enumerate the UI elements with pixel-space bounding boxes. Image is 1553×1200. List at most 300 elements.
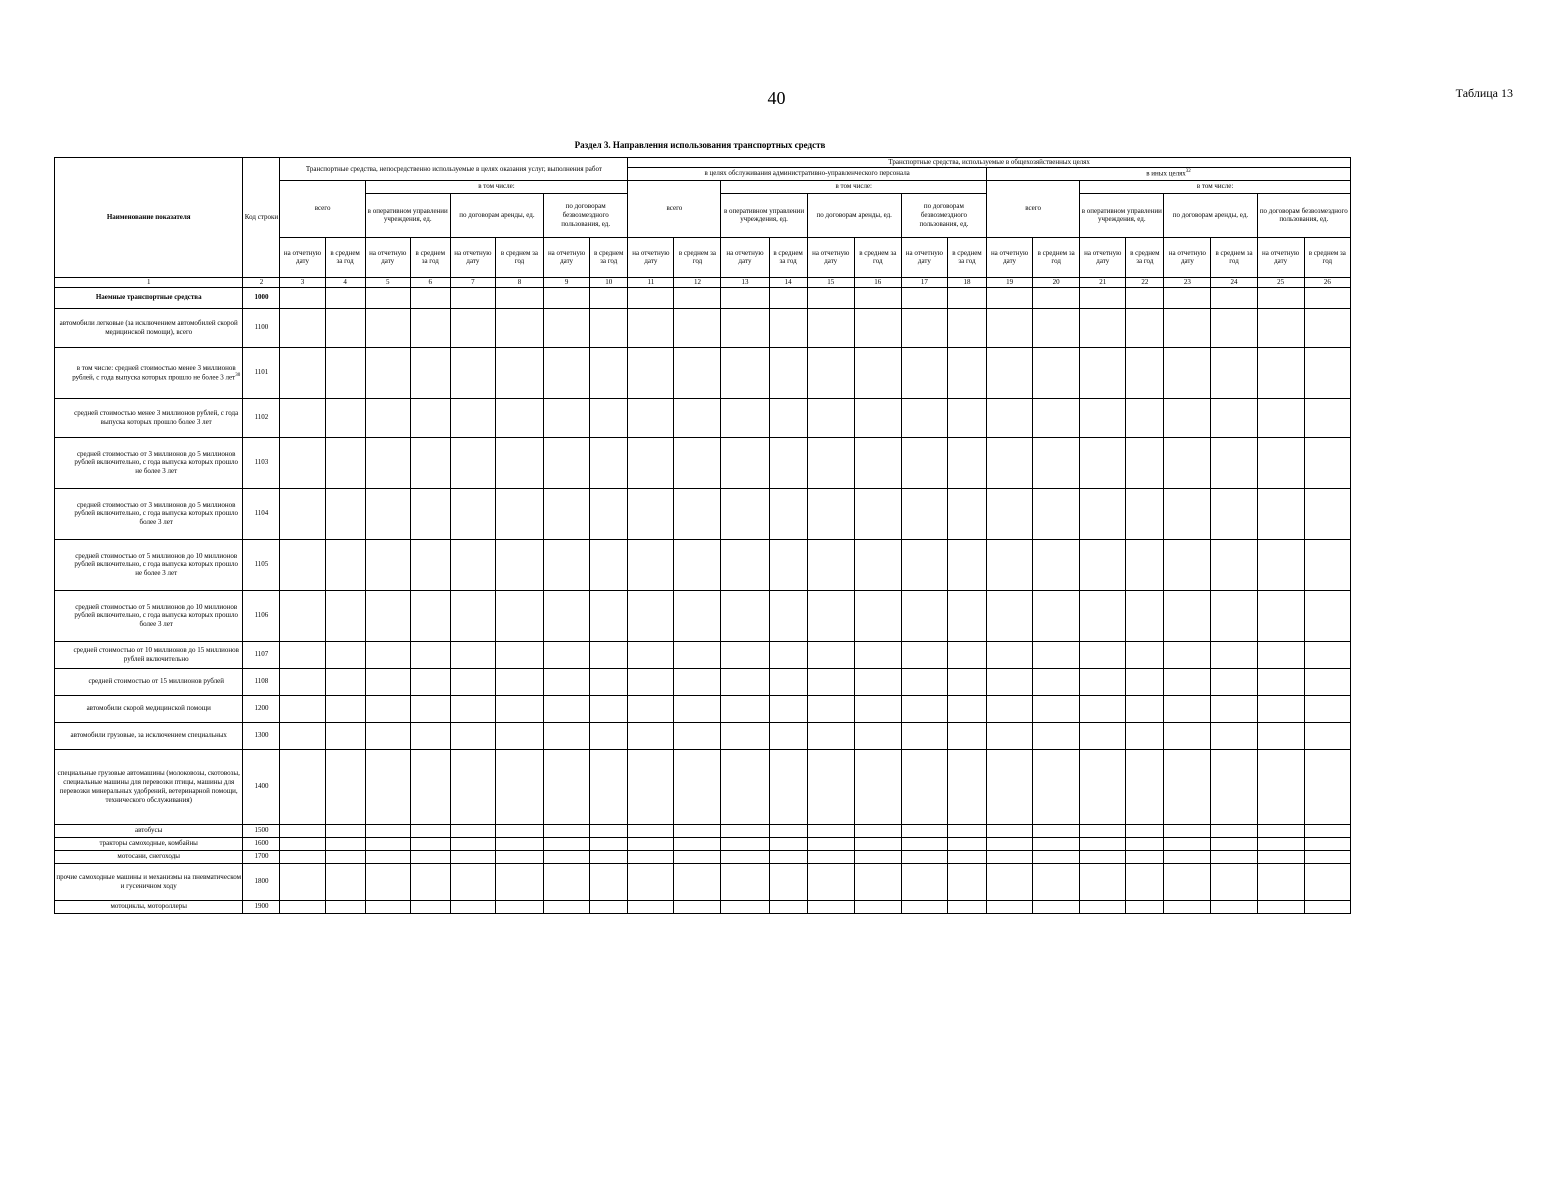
value-cell[interactable] (1304, 308, 1350, 347)
value-cell[interactable] (495, 287, 543, 308)
value-cell[interactable] (628, 539, 674, 590)
value-cell[interactable] (280, 837, 325, 850)
value-cell[interactable] (987, 722, 1033, 749)
value-cell[interactable] (1033, 590, 1080, 641)
value-cell[interactable] (1257, 641, 1304, 668)
value-cell[interactable] (544, 398, 590, 437)
value-cell[interactable] (1211, 695, 1257, 722)
value-cell[interactable] (901, 668, 947, 695)
value-cell[interactable] (721, 837, 769, 850)
value-cell[interactable] (365, 863, 410, 900)
value-cell[interactable] (450, 824, 495, 837)
value-cell[interactable] (947, 437, 986, 488)
value-cell[interactable] (1211, 539, 1257, 590)
value-cell[interactable] (1257, 863, 1304, 900)
value-cell[interactable] (1304, 590, 1350, 641)
value-cell[interactable] (544, 641, 590, 668)
value-cell[interactable] (450, 539, 495, 590)
value-cell[interactable] (674, 488, 721, 539)
value-cell[interactable] (674, 863, 721, 900)
value-cell[interactable] (280, 287, 325, 308)
value-cell[interactable] (1164, 695, 1211, 722)
value-cell[interactable] (721, 850, 769, 863)
value-cell[interactable] (807, 722, 854, 749)
value-cell[interactable] (1126, 863, 1164, 900)
value-cell[interactable] (410, 308, 450, 347)
value-cell[interactable] (1033, 749, 1080, 824)
value-cell[interactable] (769, 347, 807, 398)
value-cell[interactable] (854, 722, 901, 749)
value-cell[interactable] (1164, 668, 1211, 695)
value-cell[interactable] (280, 590, 325, 641)
value-cell[interactable] (544, 837, 590, 850)
value-cell[interactable] (1033, 837, 1080, 850)
value-cell[interactable] (1257, 695, 1304, 722)
value-cell[interactable] (769, 837, 807, 850)
value-cell[interactable] (495, 722, 543, 749)
value-cell[interactable] (365, 488, 410, 539)
value-cell[interactable] (495, 641, 543, 668)
value-cell[interactable] (854, 900, 901, 913)
value-cell[interactable] (1126, 641, 1164, 668)
value-cell[interactable] (325, 722, 365, 749)
value-cell[interactable] (721, 398, 769, 437)
value-cell[interactable] (854, 437, 901, 488)
value-cell[interactable] (674, 539, 721, 590)
value-cell[interactable] (1211, 863, 1257, 900)
value-cell[interactable] (450, 398, 495, 437)
value-cell[interactable] (590, 722, 628, 749)
value-cell[interactable] (590, 863, 628, 900)
value-cell[interactable] (410, 863, 450, 900)
value-cell[interactable] (769, 488, 807, 539)
value-cell[interactable] (365, 347, 410, 398)
value-cell[interactable] (674, 668, 721, 695)
value-cell[interactable] (1080, 837, 1126, 850)
value-cell[interactable] (1211, 837, 1257, 850)
value-cell[interactable] (901, 900, 947, 913)
value-cell[interactable] (1033, 722, 1080, 749)
value-cell[interactable] (1126, 722, 1164, 749)
value-cell[interactable] (1211, 590, 1257, 641)
value-cell[interactable] (1126, 287, 1164, 308)
value-cell[interactable] (807, 347, 854, 398)
value-cell[interactable] (947, 590, 986, 641)
value-cell[interactable] (674, 308, 721, 347)
value-cell[interactable] (769, 863, 807, 900)
value-cell[interactable] (947, 695, 986, 722)
value-cell[interactable] (590, 437, 628, 488)
value-cell[interactable] (325, 749, 365, 824)
value-cell[interactable] (280, 488, 325, 539)
value-cell[interactable] (495, 850, 543, 863)
value-cell[interactable] (721, 668, 769, 695)
value-cell[interactable] (987, 749, 1033, 824)
value-cell[interactable] (1080, 488, 1126, 539)
value-cell[interactable] (1304, 539, 1350, 590)
value-cell[interactable] (590, 287, 628, 308)
value-cell[interactable] (674, 287, 721, 308)
value-cell[interactable] (1080, 900, 1126, 913)
value-cell[interactable] (325, 590, 365, 641)
value-cell[interactable] (1257, 488, 1304, 539)
value-cell[interactable] (987, 308, 1033, 347)
value-cell[interactable] (628, 900, 674, 913)
value-cell[interactable] (987, 695, 1033, 722)
value-cell[interactable] (901, 722, 947, 749)
value-cell[interactable] (450, 837, 495, 850)
value-cell[interactable] (495, 437, 543, 488)
value-cell[interactable] (410, 287, 450, 308)
value-cell[interactable] (590, 824, 628, 837)
value-cell[interactable] (721, 437, 769, 488)
value-cell[interactable] (1080, 850, 1126, 863)
value-cell[interactable] (1080, 347, 1126, 398)
value-cell[interactable] (901, 641, 947, 668)
value-cell[interactable] (544, 437, 590, 488)
value-cell[interactable] (450, 749, 495, 824)
value-cell[interactable] (365, 539, 410, 590)
value-cell[interactable] (365, 695, 410, 722)
value-cell[interactable] (721, 900, 769, 913)
value-cell[interactable] (901, 287, 947, 308)
value-cell[interactable] (807, 437, 854, 488)
value-cell[interactable] (947, 722, 986, 749)
value-cell[interactable] (807, 488, 854, 539)
value-cell[interactable] (807, 863, 854, 900)
value-cell[interactable] (721, 488, 769, 539)
value-cell[interactable] (901, 850, 947, 863)
value-cell[interactable] (365, 287, 410, 308)
value-cell[interactable] (495, 488, 543, 539)
value-cell[interactable] (987, 837, 1033, 850)
value-cell[interactable] (947, 488, 986, 539)
value-cell[interactable] (769, 308, 807, 347)
value-cell[interactable] (1080, 308, 1126, 347)
value-cell[interactable] (628, 308, 674, 347)
value-cell[interactable] (947, 668, 986, 695)
value-cell[interactable] (901, 837, 947, 850)
value-cell[interactable] (1033, 437, 1080, 488)
value-cell[interactable] (769, 749, 807, 824)
value-cell[interactable] (450, 668, 495, 695)
value-cell[interactable] (628, 749, 674, 824)
value-cell[interactable] (1304, 695, 1350, 722)
value-cell[interactable] (947, 308, 986, 347)
value-cell[interactable] (365, 837, 410, 850)
value-cell[interactable] (1257, 668, 1304, 695)
value-cell[interactable] (1304, 900, 1350, 913)
value-cell[interactable] (1211, 308, 1257, 347)
value-cell[interactable] (1304, 863, 1350, 900)
value-cell[interactable] (590, 749, 628, 824)
value-cell[interactable] (987, 850, 1033, 863)
value-cell[interactable] (1211, 287, 1257, 308)
value-cell[interactable] (1211, 900, 1257, 913)
value-cell[interactable] (769, 398, 807, 437)
value-cell[interactable] (1080, 863, 1126, 900)
value-cell[interactable] (325, 287, 365, 308)
value-cell[interactable] (854, 668, 901, 695)
value-cell[interactable] (544, 308, 590, 347)
value-cell[interactable] (1257, 590, 1304, 641)
value-cell[interactable] (280, 850, 325, 863)
value-cell[interactable] (1211, 824, 1257, 837)
value-cell[interactable] (1080, 437, 1126, 488)
value-cell[interactable] (987, 824, 1033, 837)
value-cell[interactable] (495, 539, 543, 590)
value-cell[interactable] (495, 749, 543, 824)
value-cell[interactable] (410, 539, 450, 590)
value-cell[interactable] (325, 398, 365, 437)
value-cell[interactable] (721, 539, 769, 590)
value-cell[interactable] (1033, 863, 1080, 900)
value-cell[interactable] (1126, 749, 1164, 824)
value-cell[interactable] (1033, 824, 1080, 837)
value-cell[interactable] (1304, 824, 1350, 837)
value-cell[interactable] (854, 695, 901, 722)
value-cell[interactable] (590, 837, 628, 850)
value-cell[interactable] (674, 398, 721, 437)
value-cell[interactable] (674, 837, 721, 850)
value-cell[interactable] (807, 850, 854, 863)
value-cell[interactable] (325, 539, 365, 590)
value-cell[interactable] (628, 668, 674, 695)
value-cell[interactable] (495, 590, 543, 641)
value-cell[interactable] (1080, 722, 1126, 749)
value-cell[interactable] (450, 308, 495, 347)
value-cell[interactable] (1164, 850, 1211, 863)
value-cell[interactable] (1211, 347, 1257, 398)
value-cell[interactable] (854, 287, 901, 308)
value-cell[interactable] (901, 488, 947, 539)
value-cell[interactable] (365, 749, 410, 824)
value-cell[interactable] (769, 824, 807, 837)
value-cell[interactable] (947, 641, 986, 668)
value-cell[interactable] (769, 900, 807, 913)
value-cell[interactable] (769, 539, 807, 590)
value-cell[interactable] (450, 695, 495, 722)
value-cell[interactable] (1080, 590, 1126, 641)
value-cell[interactable] (721, 308, 769, 347)
value-cell[interactable] (1080, 824, 1126, 837)
value-cell[interactable] (410, 488, 450, 539)
value-cell[interactable] (365, 437, 410, 488)
value-cell[interactable] (544, 668, 590, 695)
value-cell[interactable] (325, 347, 365, 398)
value-cell[interactable] (1126, 837, 1164, 850)
value-cell[interactable] (854, 641, 901, 668)
value-cell[interactable] (495, 308, 543, 347)
value-cell[interactable] (901, 539, 947, 590)
value-cell[interactable] (590, 695, 628, 722)
value-cell[interactable] (280, 749, 325, 824)
value-cell[interactable] (325, 668, 365, 695)
value-cell[interactable] (450, 900, 495, 913)
value-cell[interactable] (987, 641, 1033, 668)
value-cell[interactable] (495, 347, 543, 398)
value-cell[interactable] (1257, 900, 1304, 913)
value-cell[interactable] (769, 668, 807, 695)
value-cell[interactable] (280, 398, 325, 437)
value-cell[interactable] (1164, 308, 1211, 347)
value-cell[interactable] (365, 398, 410, 437)
value-cell[interactable] (410, 695, 450, 722)
value-cell[interactable] (1126, 590, 1164, 641)
value-cell[interactable] (1126, 824, 1164, 837)
value-cell[interactable] (544, 722, 590, 749)
value-cell[interactable] (674, 850, 721, 863)
value-cell[interactable] (365, 722, 410, 749)
value-cell[interactable] (947, 749, 986, 824)
value-cell[interactable] (325, 863, 365, 900)
value-cell[interactable] (901, 863, 947, 900)
value-cell[interactable] (628, 641, 674, 668)
value-cell[interactable] (325, 824, 365, 837)
value-cell[interactable] (1080, 695, 1126, 722)
value-cell[interactable] (280, 722, 325, 749)
value-cell[interactable] (325, 437, 365, 488)
value-cell[interactable] (1257, 850, 1304, 863)
value-cell[interactable] (901, 749, 947, 824)
value-cell[interactable] (410, 837, 450, 850)
value-cell[interactable] (721, 347, 769, 398)
value-cell[interactable] (590, 668, 628, 695)
value-cell[interactable] (1304, 668, 1350, 695)
value-cell[interactable] (410, 641, 450, 668)
value-cell[interactable] (1211, 437, 1257, 488)
value-cell[interactable] (590, 850, 628, 863)
value-cell[interactable] (1257, 749, 1304, 824)
value-cell[interactable] (1211, 398, 1257, 437)
value-cell[interactable] (495, 695, 543, 722)
value-cell[interactable] (1164, 722, 1211, 749)
value-cell[interactable] (628, 722, 674, 749)
value-cell[interactable] (1080, 641, 1126, 668)
value-cell[interactable] (1164, 863, 1211, 900)
value-cell[interactable] (1304, 850, 1350, 863)
value-cell[interactable] (1164, 590, 1211, 641)
value-cell[interactable] (901, 590, 947, 641)
value-cell[interactable] (1033, 641, 1080, 668)
value-cell[interactable] (1164, 437, 1211, 488)
value-cell[interactable] (410, 437, 450, 488)
value-cell[interactable] (280, 641, 325, 668)
value-cell[interactable] (987, 437, 1033, 488)
value-cell[interactable] (947, 863, 986, 900)
value-cell[interactable] (807, 837, 854, 850)
value-cell[interactable] (807, 308, 854, 347)
value-cell[interactable] (901, 824, 947, 837)
value-cell[interactable] (807, 398, 854, 437)
value-cell[interactable] (987, 900, 1033, 913)
value-cell[interactable] (769, 641, 807, 668)
value-cell[interactable] (495, 668, 543, 695)
value-cell[interactable] (450, 590, 495, 641)
value-cell[interactable] (854, 824, 901, 837)
value-cell[interactable] (769, 437, 807, 488)
value-cell[interactable] (721, 287, 769, 308)
value-cell[interactable] (1033, 539, 1080, 590)
value-cell[interactable] (721, 722, 769, 749)
value-cell[interactable] (987, 539, 1033, 590)
value-cell[interactable] (410, 850, 450, 863)
value-cell[interactable] (1033, 347, 1080, 398)
value-cell[interactable] (544, 863, 590, 900)
value-cell[interactable] (1164, 900, 1211, 913)
value-cell[interactable] (807, 749, 854, 824)
value-cell[interactable] (1257, 539, 1304, 590)
value-cell[interactable] (325, 900, 365, 913)
value-cell[interactable] (854, 590, 901, 641)
value-cell[interactable] (1080, 287, 1126, 308)
value-cell[interactable] (365, 641, 410, 668)
value-cell[interactable] (590, 641, 628, 668)
value-cell[interactable] (495, 824, 543, 837)
value-cell[interactable] (1164, 824, 1211, 837)
value-cell[interactable] (410, 749, 450, 824)
value-cell[interactable] (674, 590, 721, 641)
value-cell[interactable] (544, 590, 590, 641)
value-cell[interactable] (854, 347, 901, 398)
value-cell[interactable] (674, 900, 721, 913)
value-cell[interactable] (628, 850, 674, 863)
value-cell[interactable] (280, 695, 325, 722)
value-cell[interactable] (410, 590, 450, 641)
value-cell[interactable] (1033, 900, 1080, 913)
value-cell[interactable] (590, 900, 628, 913)
value-cell[interactable] (901, 695, 947, 722)
value-cell[interactable] (674, 695, 721, 722)
value-cell[interactable] (901, 347, 947, 398)
value-cell[interactable] (1033, 287, 1080, 308)
value-cell[interactable] (1126, 437, 1164, 488)
value-cell[interactable] (1211, 641, 1257, 668)
value-cell[interactable] (590, 347, 628, 398)
value-cell[interactable] (721, 695, 769, 722)
value-cell[interactable] (807, 590, 854, 641)
value-cell[interactable] (1164, 398, 1211, 437)
value-cell[interactable] (325, 837, 365, 850)
value-cell[interactable] (1126, 850, 1164, 863)
value-cell[interactable] (590, 539, 628, 590)
value-cell[interactable] (987, 863, 1033, 900)
value-cell[interactable] (1304, 641, 1350, 668)
value-cell[interactable] (1257, 398, 1304, 437)
value-cell[interactable] (450, 850, 495, 863)
value-cell[interactable] (854, 837, 901, 850)
value-cell[interactable] (280, 824, 325, 837)
value-cell[interactable] (854, 308, 901, 347)
value-cell[interactable] (807, 668, 854, 695)
value-cell[interactable] (590, 488, 628, 539)
value-cell[interactable] (1126, 398, 1164, 437)
value-cell[interactable] (947, 347, 986, 398)
value-cell[interactable] (1304, 749, 1350, 824)
value-cell[interactable] (450, 722, 495, 749)
value-cell[interactable] (450, 488, 495, 539)
value-cell[interactable] (544, 824, 590, 837)
value-cell[interactable] (807, 287, 854, 308)
value-cell[interactable] (628, 837, 674, 850)
value-cell[interactable] (674, 824, 721, 837)
value-cell[interactable] (769, 287, 807, 308)
value-cell[interactable] (325, 488, 365, 539)
value-cell[interactable] (674, 347, 721, 398)
value-cell[interactable] (1164, 488, 1211, 539)
value-cell[interactable] (544, 347, 590, 398)
value-cell[interactable] (674, 722, 721, 749)
